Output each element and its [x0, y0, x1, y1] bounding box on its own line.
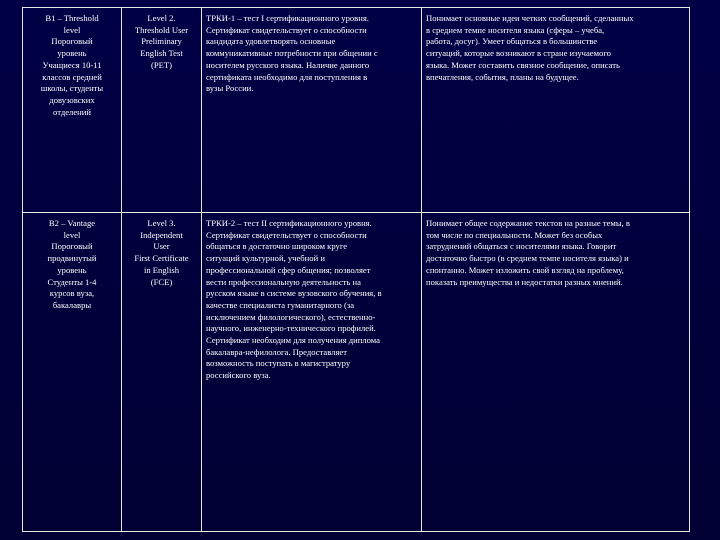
level-line: классов средней — [42, 71, 102, 82]
certificate-line: ТРКИ-2 – тест II сертификационного уровня. — [206, 218, 372, 228]
description-line: том числе по специальности. Может без особых — [426, 229, 603, 240]
certificate-line: кандидата удовлетворять основные — [206, 36, 336, 47]
certificate-cell — [202, 8, 422, 213]
certificate-line: ТРКИ-1 – тест I сертификационного уровня. — [206, 13, 369, 23]
description-cell — [422, 8, 690, 213]
description-line: ситуаций, которые возникают в стране изучаемого — [426, 48, 611, 59]
levels-table — [22, 7, 690, 532]
level-line: Пороговый — [51, 241, 93, 252]
exam-line: (PET) — [150, 59, 172, 70]
description-line: затруднений общаться с носителями языка. Говорит — [426, 241, 617, 252]
description-line: достаточно быстро (в среднем темпе носителя языка) и — [426, 253, 629, 264]
level-cell — [23, 213, 122, 532]
level-line: B1 – Threshold — [45, 13, 99, 23]
level-line: B2 – Vantage — [48, 218, 96, 228]
certificate-line: носителем русского языка. Наличие данного — [206, 59, 370, 70]
certificate-line: сертификата необходимо для поступления в — [206, 71, 368, 82]
level-line: курсов вуза, — [49, 288, 95, 299]
level-line: уровень — [57, 48, 87, 59]
exam-line: Level 3. — [147, 218, 176, 228]
level-line: level — [63, 24, 81, 35]
level-line: бакалавры — [52, 299, 92, 310]
level-cell — [23, 8, 122, 213]
certificate-line: исключением филологического), естественно- — [206, 311, 376, 322]
level-line: продвинутый — [47, 253, 97, 264]
description-line: работа, досуг). Умеет общаться в большинстве — [426, 36, 598, 47]
description-line: спонтанно. Может изложить свой взгляд на проблему, — [426, 264, 624, 275]
level-line: Пороговый — [51, 36, 93, 47]
certificate-line: научного, инженерно-технического профилей. — [206, 323, 376, 334]
level-line: level — [63, 229, 81, 240]
exam-line: User — [153, 241, 170, 252]
level-line: Студенты 1-4 — [47, 276, 97, 287]
certificate-line: ситуаций культурной, учебной и — [206, 253, 325, 264]
certificate-line: общаться в достаточно широком круге — [206, 241, 348, 252]
description-line: языка. Может составить связное сообщение, описать — [426, 59, 620, 70]
exam-line: (FCE) — [150, 276, 173, 287]
exam-line: Independent — [140, 229, 183, 240]
certificate-line: коммуникативные потребности при общении с — [206, 48, 378, 59]
exam-line: Threshold User — [134, 24, 189, 35]
level-line: Учащиеся 10-11 — [42, 59, 102, 70]
certificate-line: Сертификат свидетельствует о способности — [206, 229, 367, 240]
certificate-cell — [202, 213, 422, 532]
level-line: отделений — [53, 106, 91, 117]
table-row — [23, 8, 690, 213]
certificate-line: бакалавра-нефилолога. Предоставляет — [206, 346, 347, 357]
exam-cell — [122, 8, 202, 213]
certificate-line: качестве специалиста гуманитарного (за — [206, 299, 355, 310]
exam-line: Preliminary — [141, 36, 182, 47]
certificate-line: Сертификат свидетельствует о способности — [206, 24, 367, 35]
certificate-line: российского вуза. — [206, 370, 271, 381]
certificate-line: вузы России. — [206, 83, 254, 94]
description-line: впечатления, события, планы на будущее. — [426, 71, 579, 82]
exam-cell — [122, 213, 202, 532]
description-line: Понимает общее содержание текстов на разные темы, в — [426, 218, 630, 228]
description-line: в среднем темпе носителя языка (сферы – учеба, — [426, 24, 605, 35]
exam-line: Level 2. — [147, 13, 176, 23]
certificate-line: профессиональной сфер общения; позволяет — [206, 264, 371, 275]
level-line: уровень — [57, 264, 87, 275]
description-line: Понимает основные идеи четких сообщений, сделанных — [426, 13, 634, 23]
description-line: показать преимущества и недостатки разных мнений. — [426, 276, 623, 287]
certificate-line: возможность поступать в магистратуру — [206, 358, 351, 369]
description-cell — [422, 213, 690, 532]
level-line: довузовских — [49, 94, 95, 105]
certificate-line: вести профессиональную деятельность на — [206, 276, 361, 287]
level-line: школы, студенты — [40, 83, 104, 94]
exam-line: in English — [143, 264, 180, 275]
exam-line: First Certificate — [134, 253, 189, 264]
certificate-line: русском языке в системе вузовского обучения, в — [206, 288, 382, 299]
table-row — [23, 213, 690, 532]
exam-line: English Test — [140, 48, 183, 59]
certificate-line: Сертификат необходим для получения диплома — [206, 335, 380, 346]
